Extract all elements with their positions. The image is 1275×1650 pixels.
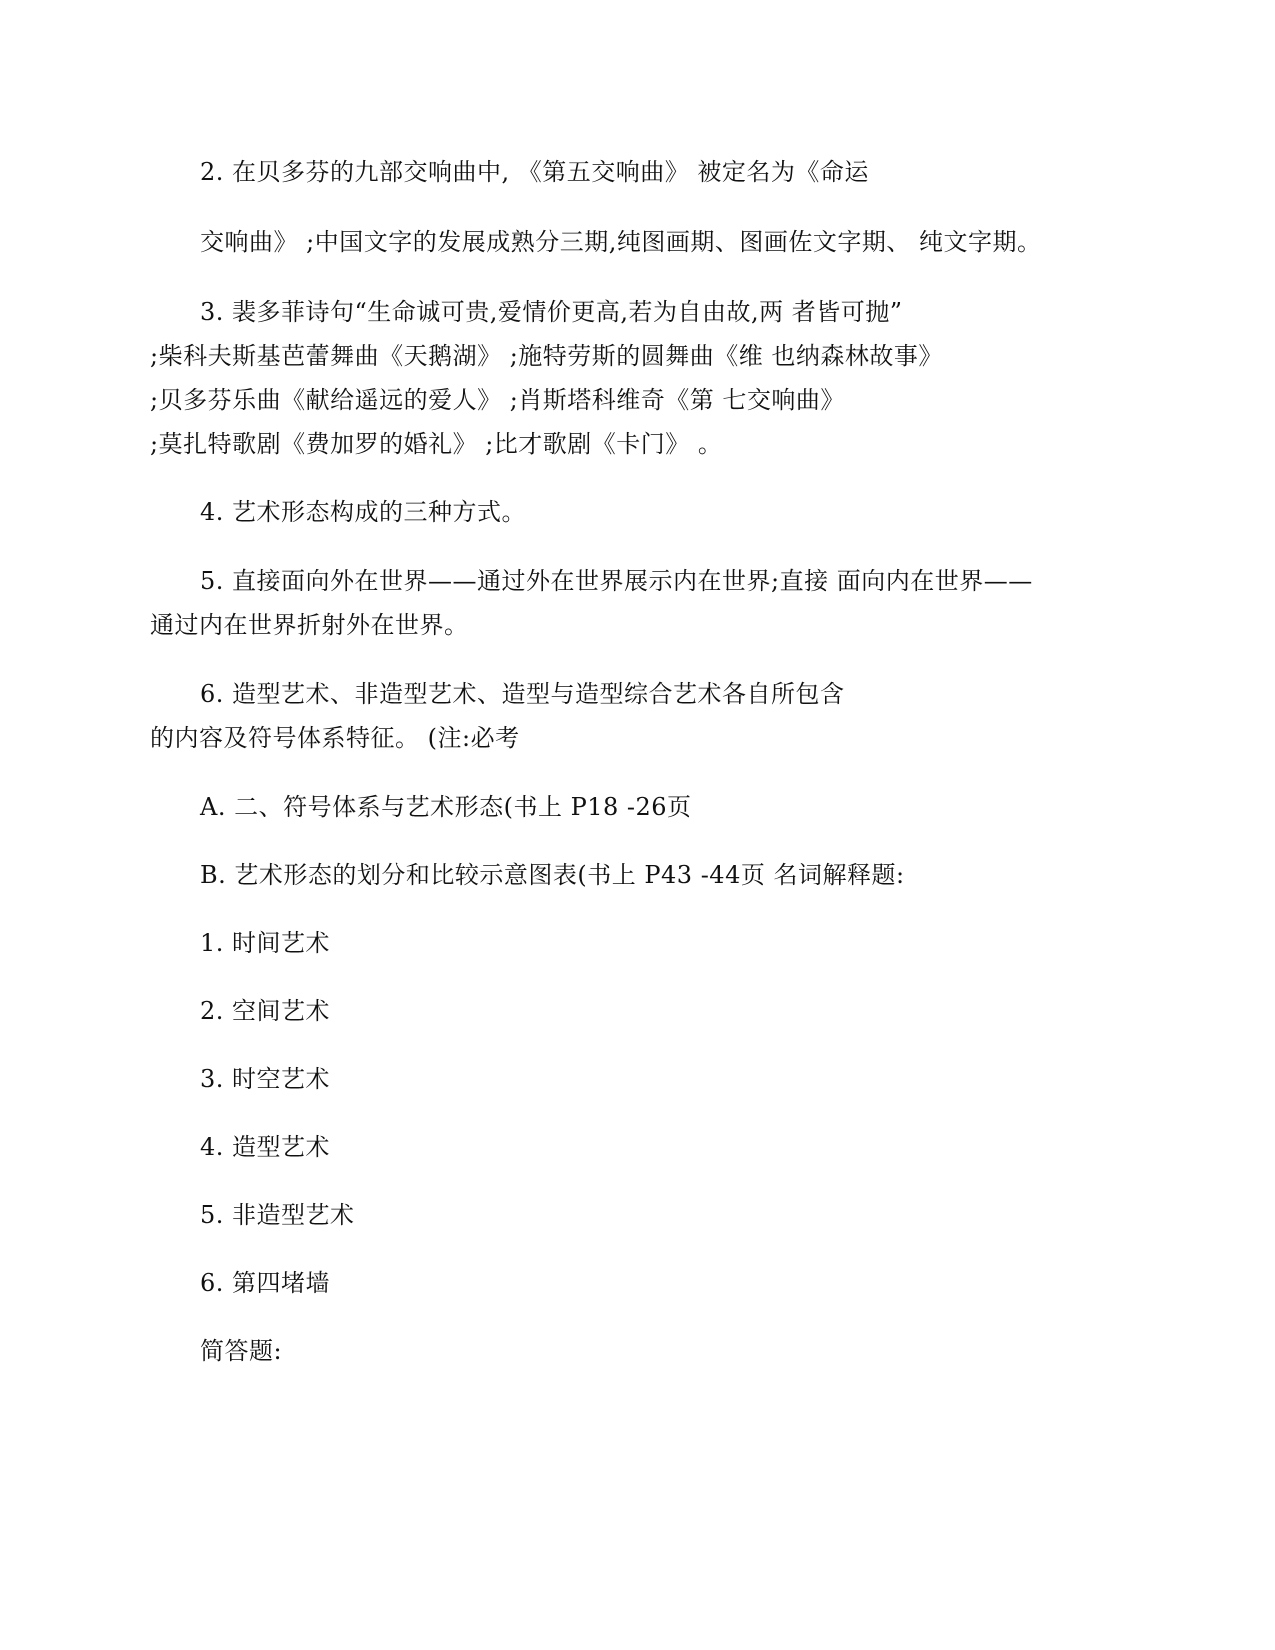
text-line-18: 5. 非造型艺术 <box>200 1201 355 1229</box>
text-line-16: 3. 时空艺术 <box>200 1065 331 1093</box>
text-line-14: 1. 时间艺术 <box>200 929 331 957</box>
text-line-9: 通过内在世界折射外在世界。 <box>150 611 469 639</box>
text-line-20: 简答题: <box>200 1337 283 1365</box>
text-line-19: 6. 第四堵墙 <box>200 1269 331 1297</box>
text-line-6: ;莫扎特歌剧《费加罗的婚礼》 ;比才歌剧《卡门》 。 <box>150 430 723 458</box>
text-line-2: 交响曲》 ;中国文字的发展成熟分三期,纯图画期、图画佐文字期、 纯文字期。 <box>200 228 1042 256</box>
text-line-11: 的内容及符号体系特征。 (注:必考 <box>150 724 520 752</box>
text-line-13: B. 艺术形态的划分和比较示意图表(书上 P43 -44页 名词解释题: <box>200 861 905 889</box>
text-line-17: 4. 造型艺术 <box>200 1133 331 1161</box>
text-line-10: 6. 造型艺术、非造型艺术、造型与造型综合艺术各自所包含 <box>200 680 845 708</box>
text-line-8: 5. 直接面向外在世界——通过外在世界展示内在世界;直接 面向内在世界—— <box>200 567 1033 595</box>
text-line-5: ;贝多芬乐曲《献给遥远的爱人》 ;肖斯塔科维奇《第 七交响曲》 <box>150 386 845 414</box>
text-line-15: 2. 空间艺术 <box>200 997 331 1025</box>
text-line-7: 4. 艺术形态构成的三种方式。 <box>200 498 527 526</box>
text-line-12: A. 二、符号体系与艺术形态(书上 P18 -26页 <box>200 793 692 821</box>
text-line-3: 3. 裴多菲诗句“生命诚可贵,爱情价更高,若为自由故,两 者皆可抛” <box>200 298 903 326</box>
text-line-4: ;柴科夫斯基芭蕾舞曲《天鹅湖》 ;施特劳斯的圆舞曲《维 也纳森林故事》 <box>150 342 943 370</box>
text-line-1: 2. 在贝多芬的九部交响曲中, 《第五交响曲》 被定名为《命运 <box>200 158 869 186</box>
